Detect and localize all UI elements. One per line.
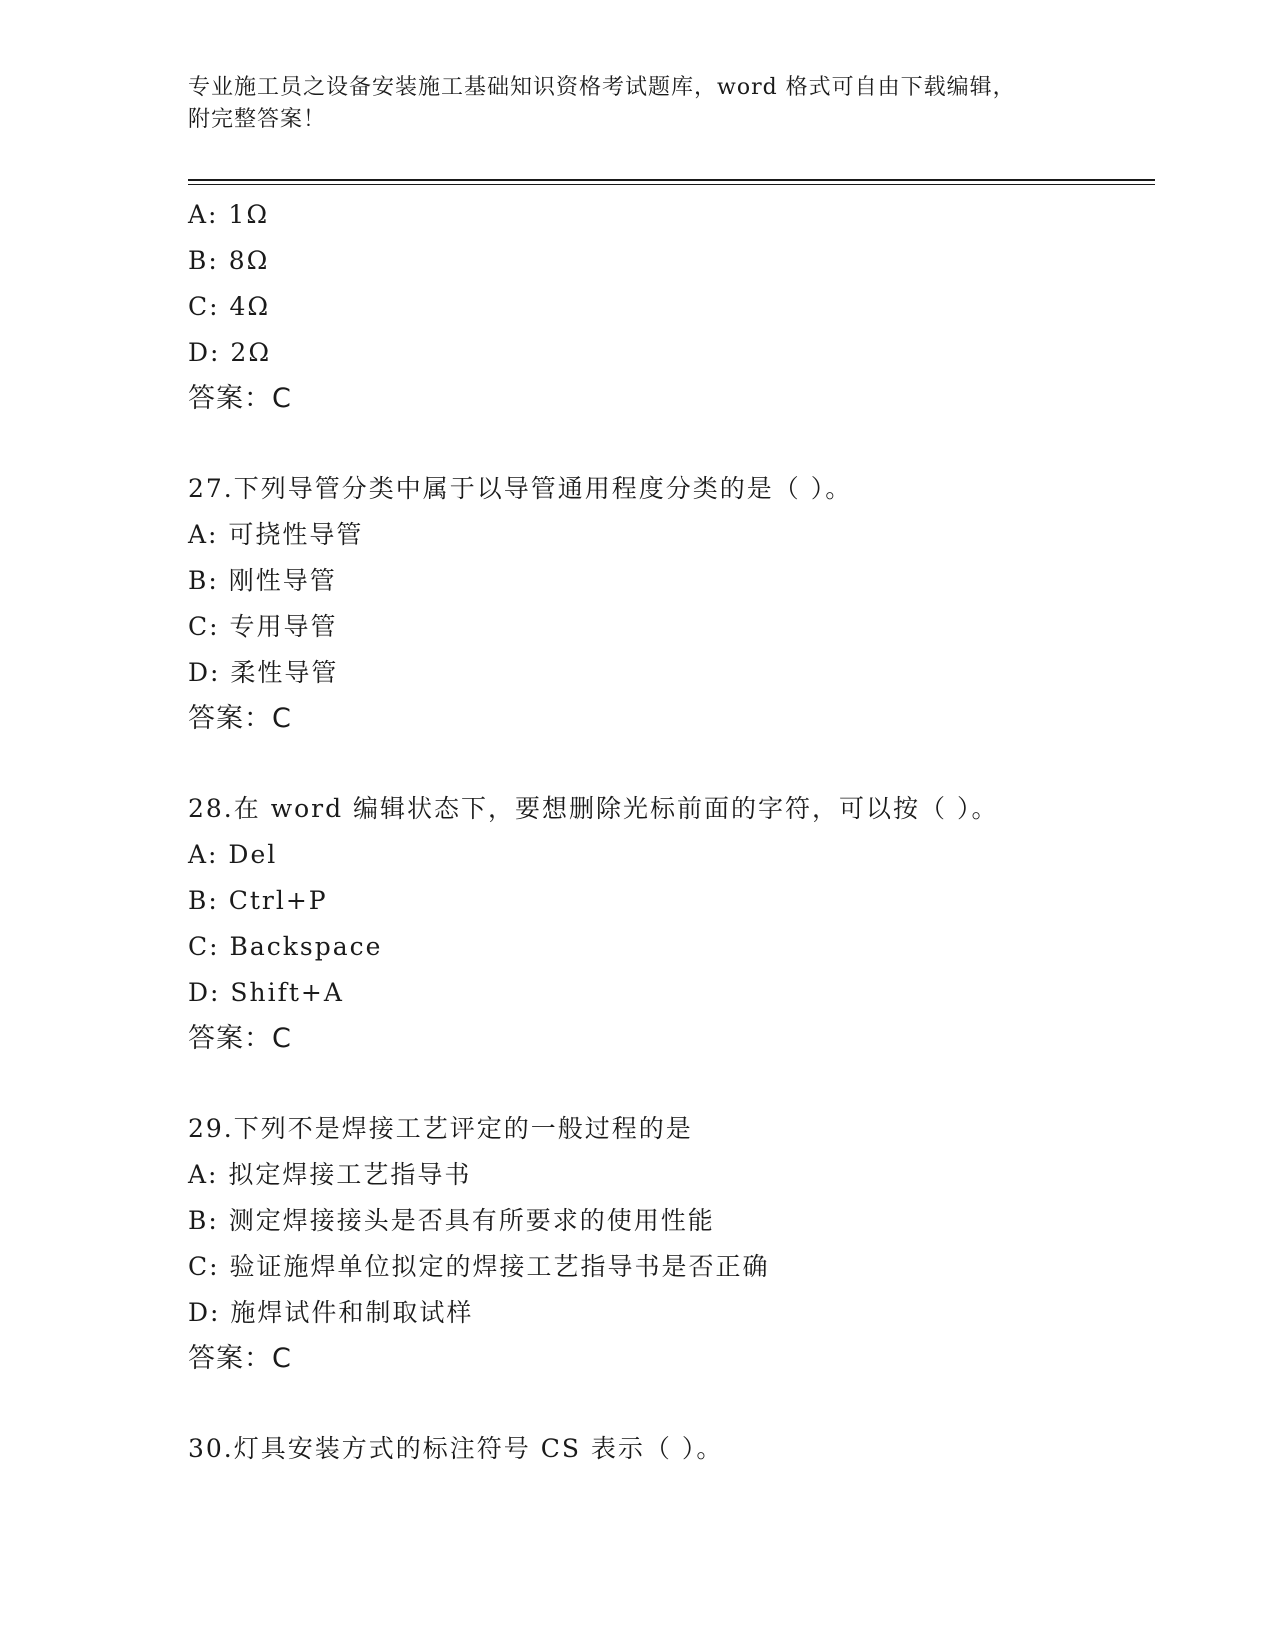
option-b: B: 刚性导管 [188,566,337,595]
answer-line: 答案：C [188,1343,292,1374]
spacer [188,742,1155,786]
header-line-2: 附完整答案！ [188,107,327,132]
option-c: C: 验证施焊单位拟定的焊接工艺指导书是否正确 [188,1252,770,1281]
question-30-block [188,1426,1155,1472]
answer-line: 答案：C [188,703,292,734]
option-a: A: 1Ω [188,200,270,229]
option-a: A: Del [188,840,278,869]
question-stem: 30.灯具安装方式的标注符号 CS 表示（ ）。 [188,1434,724,1463]
question-stem: 28.在 word 编辑状态下，要想删除光标前面的字符，可以按（ ）。 [188,794,999,823]
header-divider-thin [188,184,1155,185]
question-27-block [188,466,1155,742]
header-line-1: 专业施工员之设备安装施工基础知识资格考试题库，word 格式可自由下载编辑， [188,75,1016,100]
document-header [188,72,1068,136]
spacer [188,1062,1155,1106]
question-26-block [188,192,1155,422]
question-stem: 27.下列导管分类中属于以导管通用程度分类的是（ ）。 [188,474,853,503]
option-d: D: Shift+A [188,978,344,1007]
option-c: C: 专用导管 [188,612,338,641]
question-28-block [188,786,1155,1062]
option-d: D: 2Ω [188,338,272,367]
option-c: C: Backspace [188,932,383,961]
answer-line: 答案：C [188,1023,292,1054]
option-c: C: 4Ω [188,292,271,321]
option-b: B: 测定焊接接头是否具有所要求的使用性能 [188,1206,715,1235]
question-list [188,192,1155,1472]
option-a: A: 拟定焊接工艺指导书 [188,1160,472,1189]
answer-line: 答案：C [188,383,292,414]
option-d: D: 柔性导管 [188,658,339,687]
option-d: D: 施焊试件和制取试样 [188,1298,474,1327]
question-stem: 29.下列不是焊接工艺评定的一般过程的是 [188,1114,693,1143]
header-divider-thick [188,179,1155,181]
spacer [188,422,1155,466]
option-b: B: 8Ω [188,246,270,275]
spacer [188,1382,1155,1426]
option-b: B: Ctrl+P [188,886,328,915]
option-a: A: 可挠性导管 [188,520,364,549]
question-29-block [188,1106,1155,1382]
